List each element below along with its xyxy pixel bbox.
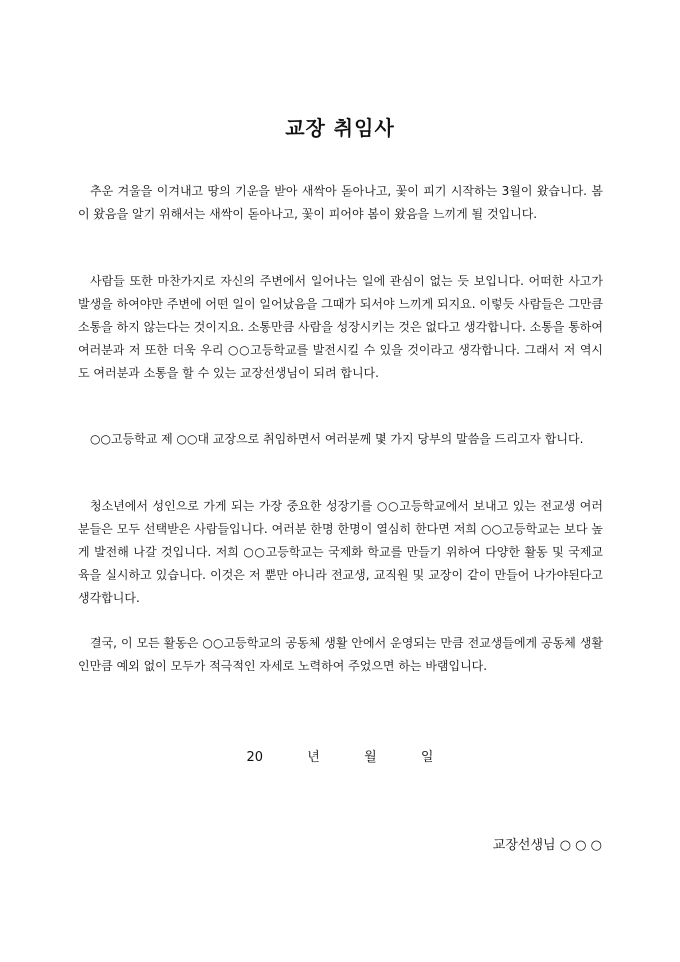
paragraph-4: 청소년에서 성인으로 가게 되는 가장 중요한 성장기를 ○○고등학교에서 보내고 있는 전교생 여러분들은 모두 선택받은 사람들입니다. 여러분 한명 한명이 열심히 한다면 저희 ○○고등학교는 보다 높게 발전해 나갈 것입니다. 저희 ○○고등학교는 국제화 학교를 만들기 위하여 다양한 활동 및 국제교육을 실시하고 있습니다. 이것은 저 뿐만 아니라 전교생, 교직원 및 교장이 같이 만들어 나가야된다고 생각합니다. [78, 499, 603, 605]
signature-line: 교장선생님 ○ ○ ○ [492, 838, 602, 853]
date-line: 20 년 월 일 [246, 750, 434, 765]
paragraph-2: 사람들 또한 마찬가지로 자신의 주변에서 일어나는 일에 관심이 없는 듯 보입니다. 어떠한 사고가 발생을 하여야만 주변에 어떤 일이 일어났음을 그때가 되서야 느끼게 되지요. 이렇듯 사람들은 그만큼 소통을 하지 않는다는 것이지요. 소통만큼 사람을 성장시키는 것은 없다고 생각합니다. 소통을 통하여 여러분과 저 또한 더욱 우리 ○○고등학교를 발전시킬 수 있을 것이라고 생각합니다. 그래서 저 역시도 여러분과 소통을 할 수 있는 교장선생님이 되려 합니다. [78, 274, 603, 380]
paragraph-1: 추운 겨울을 이겨내고 땅의 기운을 받아 새싹아 돋아나고, 꽃이 피기 시작하는 3월이 왔습니다. 봄이 왔음을 알기 위해서는 새싹이 돋아나고, 꽃이 피어야 봄이 왔음을 느끼게 될 것입니다. [78, 184, 603, 221]
paragraph-3: ○○고등학교 제 ○○대 교장으로 취임하면서 여러분께 몇 가지 당부의 말씀을 드리고자 합니다. [90, 432, 584, 446]
paragraph-5: 결국, 이 모든 활동은 ○○고등학교의 공동체 생활 안에서 운영되는 만큼 전교생들에게 공동체 생활인만큼 예외 없이 모두가 적극적인 자세로 노력하여 주었으면 하는 바램입니다. [78, 636, 603, 673]
document-title: 교장 취임사 [285, 116, 395, 140]
